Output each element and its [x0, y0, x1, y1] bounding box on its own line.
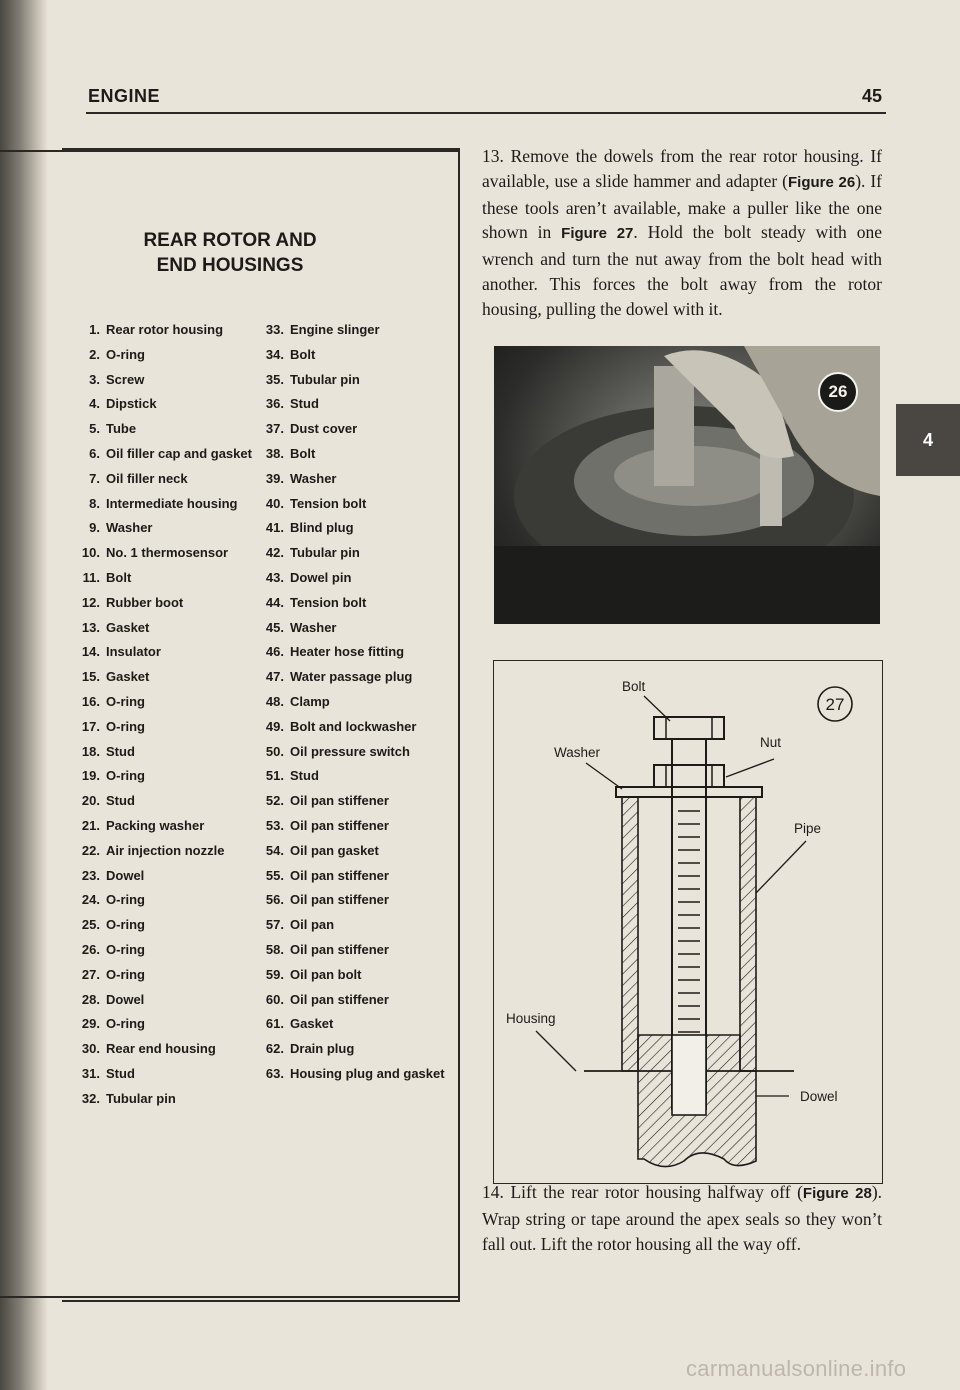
part-name: Tubular pin	[106, 1090, 176, 1106]
part-number: 54.	[265, 842, 284, 858]
part-list-item	[74, 938, 252, 963]
pipe-wall-right	[740, 797, 756, 1071]
part-name: Oil pan bolt	[290, 966, 362, 982]
part-name: Dust cover	[290, 421, 358, 437]
part-list-item	[74, 715, 252, 740]
part-name: Dowel pin	[290, 569, 352, 585]
part-name: O-ring	[106, 941, 145, 957]
part-list-item	[74, 318, 252, 343]
bolt-head	[654, 717, 724, 739]
part-name: Stud	[106, 1065, 135, 1081]
part-name: Stud	[106, 743, 135, 759]
part-list-item	[258, 492, 445, 517]
part-list-item	[258, 1037, 445, 1062]
part-list-item	[258, 640, 445, 665]
part-list-item	[258, 938, 445, 963]
part-name: Oil filler neck	[106, 470, 188, 486]
part-name: Drain plug	[290, 1041, 355, 1057]
part-number: 26.	[81, 941, 100, 957]
part-number: 41.	[265, 520, 284, 536]
part-number: 9.	[89, 520, 100, 536]
part-list-item	[74, 740, 252, 765]
part-number: 18.	[81, 743, 100, 759]
part-number: 14.	[81, 644, 100, 660]
part-name: Housing plug and gasket	[290, 1065, 445, 1081]
part-number: 22.	[81, 842, 100, 858]
watermark: carmanualsonline.info	[686, 1356, 907, 1381]
part-number: 52.	[265, 793, 284, 809]
part-name: Screw	[106, 371, 145, 387]
part-list-item	[258, 368, 445, 393]
part-number: 44.	[265, 594, 284, 610]
part-number: 50.	[265, 743, 284, 759]
part-name: Oil pan stiffener	[290, 817, 389, 833]
part-list-item	[74, 467, 252, 492]
part-name: Dowel	[106, 867, 145, 883]
part-number: 36.	[265, 396, 284, 412]
part-list-item	[74, 988, 252, 1013]
part-list-item	[258, 318, 445, 343]
part-name: Tension bolt	[290, 495, 367, 511]
part-name: Tubular pin	[290, 371, 360, 387]
part-list-item	[258, 963, 445, 988]
part-number: 32.	[81, 1090, 100, 1106]
part-number: 5.	[89, 421, 100, 437]
page-number: 45	[862, 86, 883, 106]
part-number: 2.	[89, 346, 100, 362]
part-number: 51.	[265, 768, 284, 784]
part-list-item	[74, 1037, 252, 1062]
part-name: Oil pan gasket	[290, 842, 379, 858]
part-number: 59.	[265, 966, 284, 982]
part-number: 33.	[265, 322, 284, 337]
part-list-item	[74, 888, 252, 913]
step-13-part-a: 13. Remove the dowels from the rear rotor housing. If available, use a slide hammer and adapter (	[482, 146, 882, 191]
part-list-item	[258, 814, 445, 839]
part-number: 53.	[265, 817, 284, 833]
legend-title	[0, 228, 460, 278]
part-number: 43.	[265, 569, 284, 585]
part-name: Bolt	[290, 445, 316, 461]
pipe-wall-left	[622, 797, 638, 1071]
part-number: 48.	[265, 693, 284, 709]
bench-shape	[494, 546, 880, 624]
part-number: 17.	[81, 718, 100, 734]
part-list-item	[258, 566, 445, 591]
step-14-part-a: 14. Lift the rear rotor housing halfway off (	[482, 1182, 803, 1202]
part-name: Bolt	[106, 569, 132, 585]
part-name: Washer	[290, 470, 337, 486]
part-number: 35.	[265, 371, 284, 387]
part-list-item	[258, 839, 445, 864]
part-name: Blind plug	[290, 520, 354, 536]
part-name: Oil pan stiffener	[290, 991, 389, 1007]
part-list-item	[74, 764, 252, 789]
part-list-item	[258, 442, 445, 467]
part-list-item	[258, 591, 445, 616]
part-name: Bolt and lockwasher	[290, 718, 417, 734]
part-name: Oil pressure switch	[290, 743, 410, 759]
chapter-tab[interactable]: 4	[896, 404, 960, 476]
part-name: Stud	[290, 396, 319, 412]
part-name: Stud	[106, 793, 135, 809]
puller-diagram	[494, 661, 882, 1183]
part-number: 3.	[89, 371, 100, 387]
part-number: 39.	[265, 470, 284, 486]
parts-list-right	[258, 318, 445, 1087]
part-name: Intermediate housing	[106, 495, 238, 511]
part-name: Oil pan stiffener	[290, 892, 389, 908]
label-housing: Housing	[506, 1011, 556, 1026]
dowel	[672, 1035, 706, 1115]
figure-27-badge: 27	[825, 695, 845, 714]
part-name: O-ring	[106, 768, 145, 784]
part-name: O-ring	[106, 966, 145, 982]
part-name: O-ring	[106, 346, 145, 362]
part-list-item	[258, 343, 445, 368]
part-list-item	[258, 913, 445, 938]
part-list-item	[74, 814, 252, 839]
part-list-item	[258, 864, 445, 889]
part-name: Oil pan	[290, 917, 335, 933]
part-list-item	[74, 616, 252, 641]
part-name: Tubular pin	[290, 545, 360, 561]
part-name: Oil pan stiffener	[290, 941, 389, 957]
part-list-item	[258, 740, 445, 765]
part-list-item	[74, 690, 252, 715]
part-list-item	[258, 417, 445, 442]
part-list-item	[74, 417, 252, 442]
part-name: Air injection nozzle	[106, 842, 225, 858]
part-name: O-ring	[106, 892, 145, 908]
part-number: 24.	[81, 892, 100, 908]
part-list-item	[258, 665, 445, 690]
part-name: Packing washer	[106, 817, 205, 833]
part-name: Oil pan stiffener	[290, 793, 389, 809]
part-list-item	[258, 690, 445, 715]
part-list-item	[74, 541, 252, 566]
label-bolt: Bolt	[622, 679, 646, 694]
shaft-shape	[654, 366, 694, 486]
part-list-item	[74, 839, 252, 864]
part-list-item	[74, 789, 252, 814]
part-number: 11.	[82, 569, 100, 585]
part-number: 23.	[81, 867, 100, 883]
figure-27-diagram	[493, 660, 883, 1184]
legend-title-line2: END HOUSINGS	[156, 255, 304, 276]
step-14-part-b: ). Wrap string or tape around the apex seals so they won’t fall out. Lift the rotor housing all the way off.	[482, 1182, 883, 1254]
part-list-item	[258, 764, 445, 789]
part-name: Oil pan stiffener	[290, 867, 389, 883]
part-list-item	[74, 864, 252, 889]
part-list-item	[74, 963, 252, 988]
part-number: 12.	[81, 594, 100, 610]
step-13-part-c: . Hold the bolt steady with one wrench and turn the nut away from the bolt head with another. This forces the bolt away from the rotor housing, pulling the dowel with it.	[482, 222, 882, 319]
part-number: 57.	[265, 917, 284, 933]
part-number: 37.	[265, 421, 284, 437]
part-number: 63.	[265, 1065, 284, 1081]
part-number: 46.	[265, 644, 284, 660]
legend-title-line1: REAR ROTOR AND	[143, 230, 317, 251]
part-list-item	[74, 1087, 252, 1112]
part-number: 25.	[81, 917, 100, 933]
part-number: 31.	[81, 1065, 100, 1081]
step-14-text	[482, 1180, 882, 1256]
part-number: 16.	[81, 693, 100, 709]
running-head: ENGINE	[88, 86, 161, 106]
figure-28-ref[interactable]: Figure 28	[802, 1185, 872, 1202]
part-list-item	[74, 665, 252, 690]
label-pipe: Pipe	[794, 821, 822, 836]
part-name: No. 1 thermosensor	[106, 545, 229, 561]
part-number: 19.	[81, 768, 100, 784]
part-number: 4.	[89, 396, 100, 412]
part-name: Rear rotor housing	[106, 322, 224, 337]
part-number: 34.	[265, 346, 284, 362]
part-number: 47.	[265, 669, 284, 685]
part-name: O-ring	[106, 718, 145, 734]
part-name: Tube	[106, 421, 137, 437]
figure-26-badge: 26	[818, 372, 858, 412]
step-13-part-b: ). If these tools aren’t available, make a puller like the one shown in	[482, 170, 883, 243]
part-list-item	[258, 467, 445, 492]
part-number: 38.	[265, 445, 284, 461]
part-list-item	[258, 1062, 445, 1087]
part-name: O-ring	[106, 917, 145, 933]
part-number: 6.	[89, 445, 100, 461]
part-list-item	[74, 1062, 252, 1087]
part-list-item	[74, 368, 252, 393]
part-number: 20.	[81, 793, 100, 809]
part-list-item	[74, 392, 252, 417]
part-list-item	[74, 1012, 252, 1037]
figure-27-ref[interactable]: Figure 27	[561, 225, 634, 243]
part-list-item	[258, 1012, 445, 1037]
part-list-item	[74, 343, 252, 368]
part-number: 28.	[81, 991, 100, 1007]
label-dowel: Dowel	[800, 1089, 838, 1104]
part-name: Rubber boot	[106, 594, 184, 610]
part-name: Clamp	[290, 693, 330, 709]
part-name: Insulator	[106, 644, 161, 660]
part-number: 60.	[265, 991, 284, 1007]
part-name: Water passage plug	[290, 669, 413, 685]
part-number: 42.	[265, 545, 284, 561]
part-number: 29.	[81, 1016, 100, 1032]
part-number: 13.	[81, 619, 100, 635]
nut	[654, 765, 724, 787]
part-number: 10.	[81, 545, 100, 561]
part-list-item	[258, 541, 445, 566]
part-name: Washer	[290, 619, 337, 635]
washer	[616, 787, 762, 797]
label-nut: Nut	[760, 735, 782, 750]
figure-26-ref[interactable]: Figure 26	[788, 173, 856, 191]
parts-list-left	[74, 318, 252, 1112]
part-number: 27.	[81, 966, 100, 982]
part-list-item	[258, 516, 445, 541]
part-name: Bolt	[290, 346, 316, 362]
part-list-item	[258, 988, 445, 1013]
label-washer: Washer	[554, 745, 601, 760]
part-number: 40.	[265, 495, 284, 511]
part-number: 49.	[265, 718, 284, 734]
part-number: 58.	[265, 941, 284, 957]
part-name: Dipstick	[106, 396, 157, 412]
part-number: 1.	[89, 322, 100, 337]
part-number: 7.	[89, 470, 100, 486]
part-name: Gasket	[106, 669, 150, 685]
part-name: Tension bolt	[290, 594, 367, 610]
header-rule	[86, 112, 886, 114]
part-number: 55.	[265, 867, 284, 883]
part-name: Gasket	[290, 1016, 334, 1032]
part-name: Rear end housing	[106, 1041, 216, 1057]
part-name: Gasket	[106, 619, 150, 635]
part-list-item	[74, 442, 252, 467]
step-13-text	[482, 144, 882, 322]
part-list-item	[74, 492, 252, 517]
part-number: 21.	[81, 817, 100, 833]
part-name: Dowel	[106, 991, 145, 1007]
part-name: Oil filler cap and gasket	[106, 445, 252, 461]
part-name: Engine slinger	[290, 322, 380, 337]
part-list-item	[74, 566, 252, 591]
part-name: O-ring	[106, 693, 145, 709]
part-list-item	[258, 616, 445, 641]
part-list-item	[258, 715, 445, 740]
part-list-item	[258, 789, 445, 814]
part-number: 8.	[89, 495, 100, 511]
part-number: 15.	[81, 669, 100, 685]
part-list-item	[258, 888, 445, 913]
part-name: Washer	[106, 520, 153, 536]
part-list-item	[74, 591, 252, 616]
part-list-item	[258, 392, 445, 417]
part-name: Stud	[290, 768, 319, 784]
part-number: 61.	[265, 1016, 284, 1032]
part-name: Heater hose fitting	[290, 644, 405, 660]
part-list-item	[74, 640, 252, 665]
part-number: 45.	[265, 619, 284, 635]
part-number: 56.	[265, 892, 284, 908]
part-number: 62.	[265, 1041, 284, 1057]
part-number: 30.	[81, 1041, 100, 1057]
part-list-item	[74, 913, 252, 938]
part-list-item	[74, 516, 252, 541]
part-name: O-ring	[106, 1016, 145, 1032]
